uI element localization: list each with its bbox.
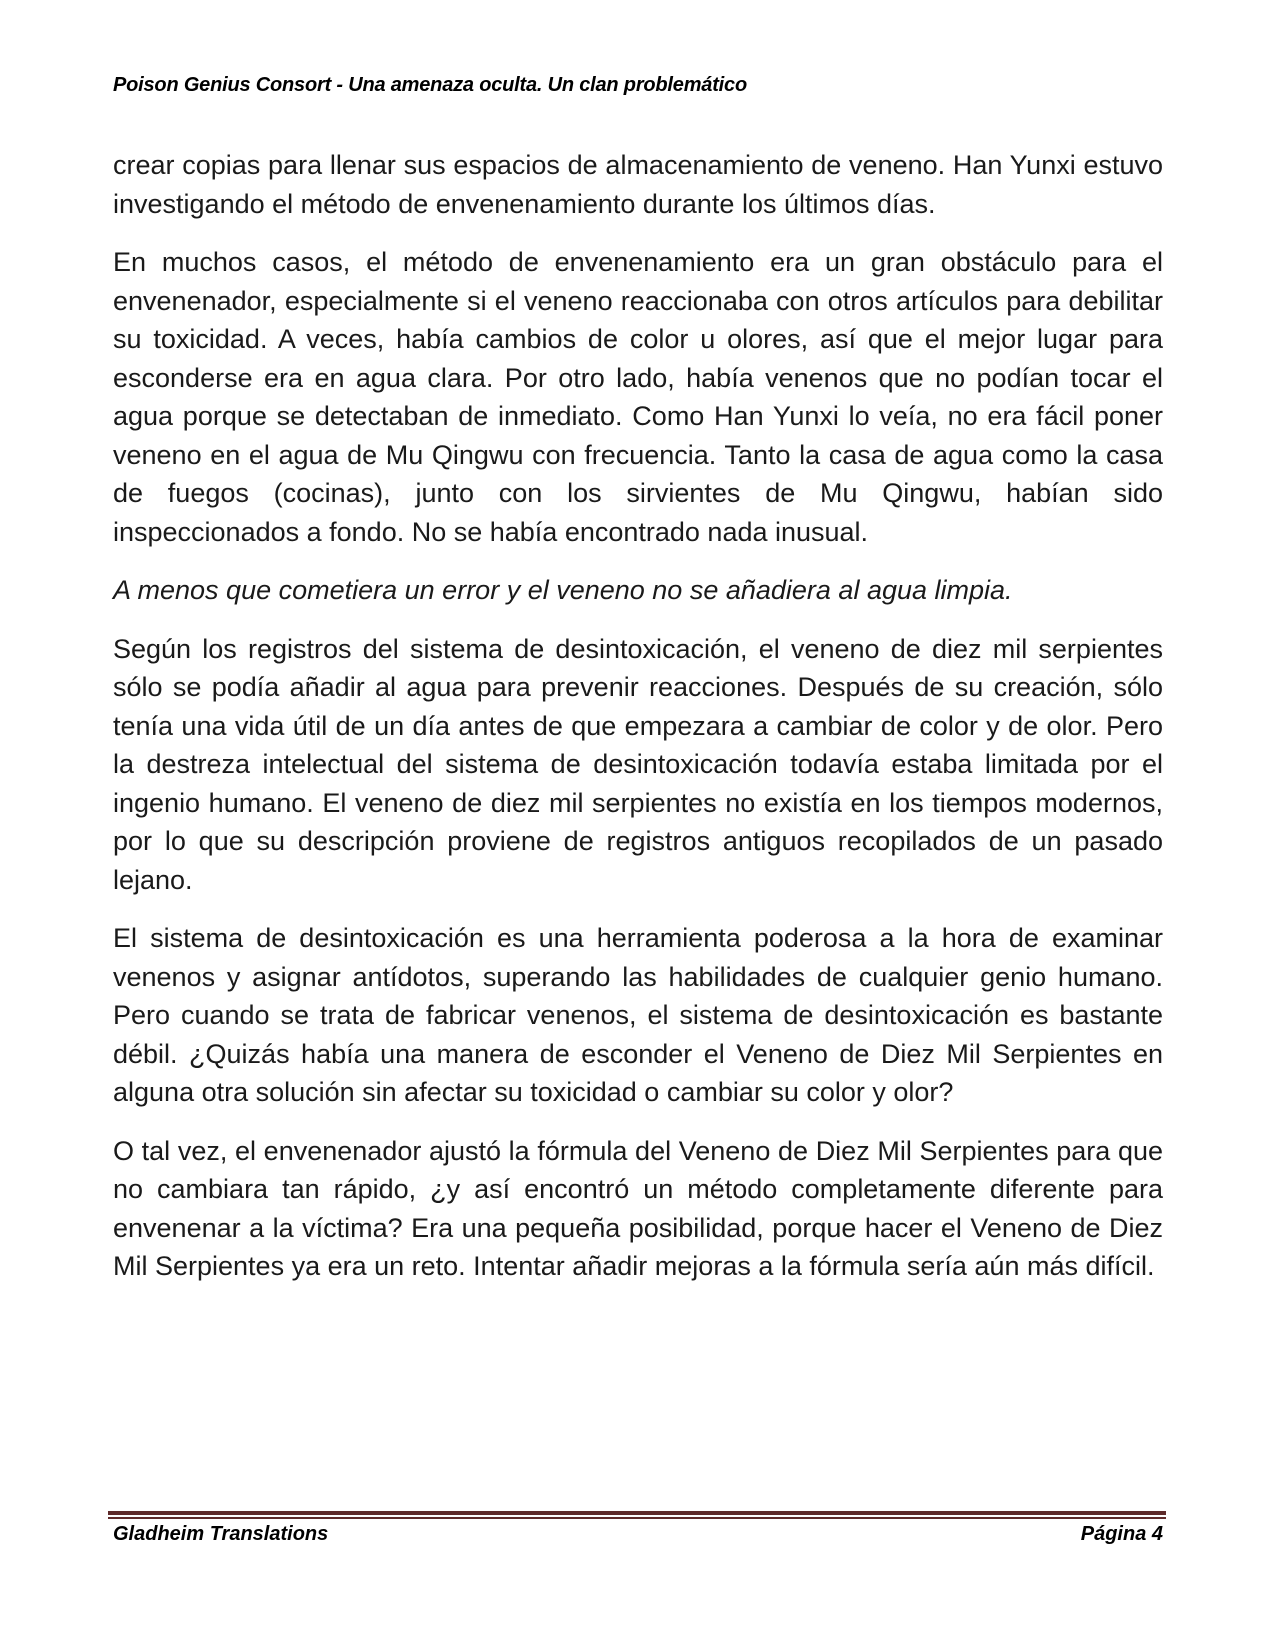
document-body [113, 146, 1163, 1306]
paragraph-1: crear copias para llenar sus espacios de almacenamiento de veneno. Han Yunxi estuvo investigando el método de envenenamiento durante los últimos días. [113, 150, 1163, 219]
footer-divider-thick [108, 1511, 1166, 1515]
paragraph-3-italic: A menos que cometiera un error y el veneno no se añadiera al agua limpia. [113, 575, 1013, 605]
page-header-title: Poison Genius Consort - Una amenaza oculta. Un clan problemático [113, 74, 747, 96]
paragraph-6: O tal vez, el envenenador ajustó la fórmula del Veneno de Diez Mil Serpientes para que no cambiara tan rápido, ¿y así encontró un método completamente diferente para envenenar a la víctima? Era una pequeña posibilidad, porque hacer el Veneno de Diez Mil Serpientes ya era un reto. Intentar añadir mejoras a la fórmula sería aún más difícil. [113, 1135, 1163, 1281]
footer-publisher: Gladheim Translations [113, 1523, 329, 1545]
footer-divider-thin [108, 1517, 1166, 1519]
paragraph-4: Según los registros del sistema de desintoxicación, el veneno de diez mil serpientes sólo se podía añadir al agua para prevenir reacciones. Después de su creación, sólo tenía una vida útil de un día antes de que empezara a cambiar de color y de olor. Pero la destreza intelectual del sistema de desintoxicación todavía estaba limitada por el ingenio humano. El veneno de diez mil serpientes no existía en los tiempos modernos, por lo que su descripción proviene de registros antiguos recopilados de un pasado lejano. [113, 633, 1163, 895]
paragraph-2: En muchos casos, el método de envenenamiento era un gran obstáculo para el envenenador, especialmente si el veneno reaccionaba con otros artículos para debilitar su toxicidad. A veces, había cambios de color u olores, así que el mejor lugar para esconderse era en agua clara. Por otro lado, había venenos que no podían tocar el agua porque se detectaban de inmediato. Como Han Yunxi lo veía, no era fácil poner veneno en el agua de Mu Qingwu con frecuencia. Tanto la casa de agua como la casa de fuegos (cocinas), junto con los sirvientes de Mu Qingwu, habían sido inspeccionados a fondo. No se había encontrado nada inusual. [113, 247, 1163, 547]
footer-divider [108, 1511, 1166, 1518]
footer-page-number: Página 4 [1080, 1523, 1163, 1545]
paragraph-5: El sistema de desintoxicación es una herramienta poderosa a la hora de examinar venenos y asignar antídotos, superando las habilidades de cualquier genio humano. Pero cuando se trata de fabricar venenos, el sistema de desintoxicación es bastante débil. ¿Quizás había una manera de esconder el Veneno de Diez Mil Serpientes en alguna otra solución sin afectar su toxicidad o cambiar su color y olor? [113, 923, 1163, 1107]
